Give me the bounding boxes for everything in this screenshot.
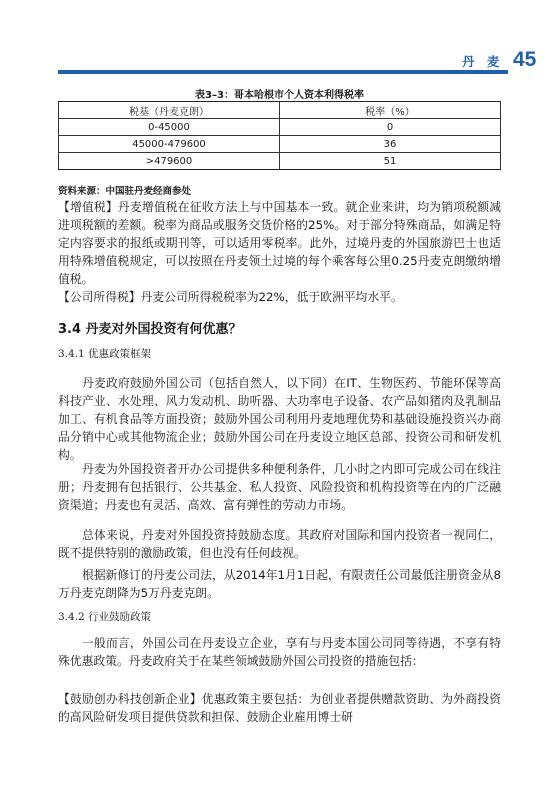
table-cell: >479600 [59,153,280,170]
column-header-tax-base: 税基（丹麦克朗） [59,102,280,119]
paragraph-corporate-tax: 【公司所得税】丹麦公司所得税税率为22%，低于欧洲平均水平。 [58,290,403,304]
tax-rate-table [58,101,501,170]
table-header-row [59,102,501,119]
header-rule [58,70,508,74]
paragraph-vat: 【增值税】丹麦增值税在征收方法上与中国基本一致。就企业来讲，均为销项税额减进项税额的差额。税率为商品或服务交货价格的25%。对于部分特殊商品，如满足特定内容要求的报纸或期刊等，可以适用零税率。此外，过境丹麦的外国旅游巴士也适用特殊增值税规定，可以按照在丹麦领土过境的每个乘客每公里0.25丹麦克朗缴纳增值税。 [58,200,501,286]
paragraph: 一般而言，外国公司在丹麦设立企业，享有与丹麦本国公司同等待遇，不享有特殊优惠政策。丹麦政府关于在某些领域鼓励外国公司投资的措施包括： [58,636,501,668]
table-cell: 0 [280,119,501,136]
table-cell: 45000-479600 [59,136,280,153]
table-row [59,153,501,170]
table-cell: 51 [280,153,501,170]
paragraph: 丹麦为外国投资者开办公司提供多种便利条件，几小时之内即可完成公司在线注册；丹麦拥有包括银行、公共基金、私人投资、风险投资和机构投资等在内的广泛融资渠道；丹麦也有灵活、高效、富有弹性的劳动力市场。 [58,462,501,512]
table-cell: 36 [280,136,501,153]
table-cell: 0-45000 [59,119,280,136]
table-title: 表3–3：哥本哈根市个人资本利得税率 [195,90,364,101]
table-row [59,119,501,136]
running-header-label: 丹 麦 [462,54,504,69]
table-row [59,136,501,153]
section-heading: 3.4 丹麦对外国投资有何优惠？ [58,322,242,337]
subsection-heading: 3.4.2 行业鼓励政策 [58,611,152,623]
table-source-note: 资料来源：中国驻丹麦经商参处 [58,186,192,197]
page-number: 45 [513,48,537,71]
paragraph: 根据新修订的丹麦公司法，从2014年1月1日起，有限责任公司最低注册资金从8万丹麦克朗降为5万丹麦克朗。 [58,568,501,600]
subsection-heading: 3.4.1 优惠政策框架 [58,348,152,360]
paragraph: 总体来说，丹麦对外国投资持鼓励态度。其政府对国际和国内投资者一视同仁，既不提供特别的激励政策，但也没有任何歧视。 [58,528,501,560]
column-header-tax-rate: 税率（%） [280,102,501,119]
paragraph: 丹麦政府鼓励外国公司（包括自然人，以下同）在IT、生物医药、节能环保等高科技产业、水处理、风力发动机、助听器、大功率电子设备、农产品如猪肉及乳制品加工、有机食品等方面投资；鼓励外国公司利用丹麦地理优势和基础设施投资兴办商品分销中心或其他物流企业；鼓励外国公司在丹麦设立地区总部、投资公司和研发机构。 [58,376,501,462]
paragraph: 【鼓励创办科技创新企业】优惠政策主要包括：为创业者提供赠款资助、为外商投资的高风险研发项目提供贷款和担保、鼓励企业雇用博士研 [58,692,501,724]
